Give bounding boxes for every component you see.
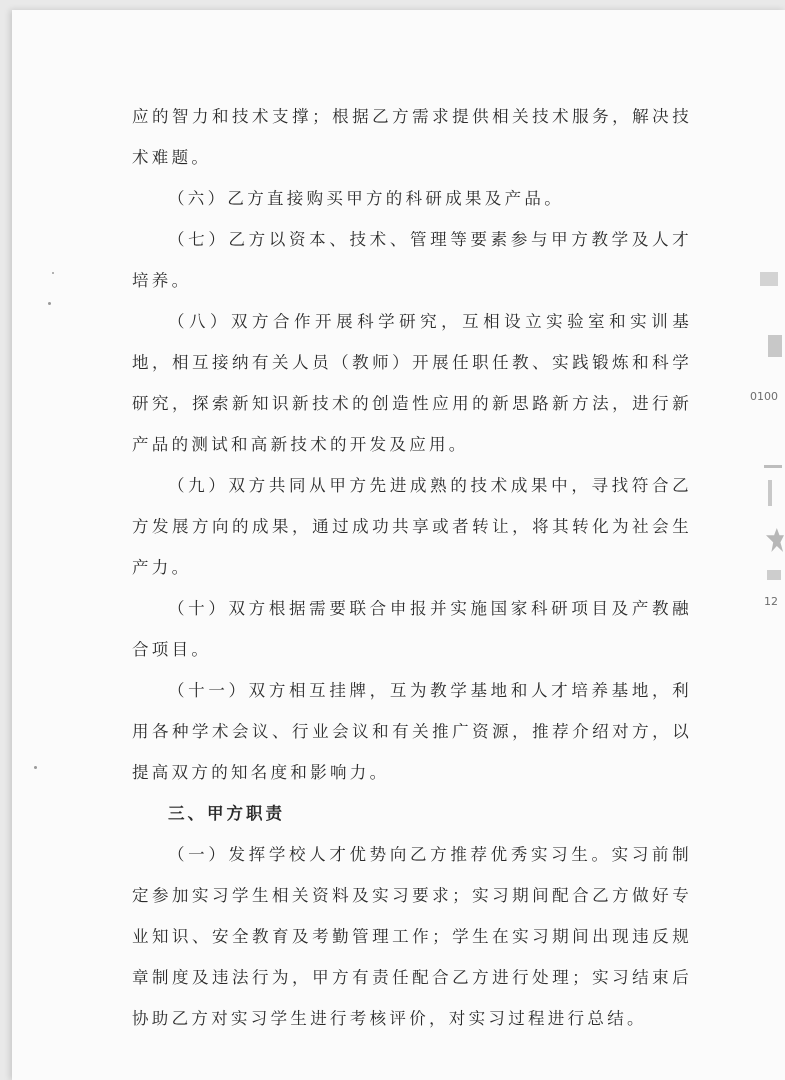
document-page [12, 10, 785, 1080]
paragraph-item-10: （十）双方根据需要联合申报并实施国家科研项目及产教融合项目。 [132, 599, 692, 659]
section-heading: 三、甲方职责 [168, 804, 285, 823]
bleed-mark-6 [767, 570, 781, 580]
bleed-mark-3 [764, 465, 782, 468]
bleed-mark-1 [760, 272, 778, 286]
paragraph-item-11: （十一）双方相互挂牌，互为教学基地和人才培养基地，利用各种学术会议、行业会议和有关推广资源，推荐介绍对方，以提高双方的知名度和影响力。 [132, 681, 692, 782]
paragraph-item-7: （七）乙方以资本、技术、管理等要素参与甲方教学及人才培养。 [132, 230, 692, 290]
edge-fragment-2: 12 [764, 595, 778, 608]
bleed-mark-4 [768, 480, 772, 506]
scan-speck [34, 766, 37, 769]
document-body [132, 96, 692, 1039]
edge-fragment-1: 0100 [750, 390, 778, 403]
paragraph-item-8: （八）双方合作开展科学研究，互相设立实验室和实训基地，相互接纳有关人员（教师）开展任职任教、实践锻炼和科学研究，探索新知识新技术的创造性应用的新思路新方法，进行新产品的测试和高新技术的开发及应用。 [132, 312, 692, 454]
scan-speck [48, 302, 51, 305]
scan-speck [52, 272, 54, 274]
paragraph-cont: 应的智力和技术支撑；根据乙方需求提供相关技术服务，解决技术难题。 [132, 107, 692, 167]
bleed-mark-5 [766, 528, 784, 552]
paragraph-item-9: （九）双方共同从甲方先进成熟的技术成果中，寻找符合乙方发展方向的成果，通过成功共享或者转让，将其转化为社会生产力。 [132, 476, 692, 577]
bleed-mark-2 [768, 335, 782, 357]
paragraph-item-6: （六）乙方直接购买甲方的科研成果及产品。 [168, 189, 564, 208]
section-paragraph-1: （一）发挥学校人才优势向乙方推荐优秀实习生。实习前制定参加实习学生相关资料及实习要求；实习期间配合乙方做好专业知识、安全教育及考勤管理工作；学生在实习期间出现违反规章制度及违法行为，甲方有责任配合乙方进行处理；实习结束后协助乙方对实习学生进行考核评价，对实习过程进行总结。 [132, 845, 692, 1028]
